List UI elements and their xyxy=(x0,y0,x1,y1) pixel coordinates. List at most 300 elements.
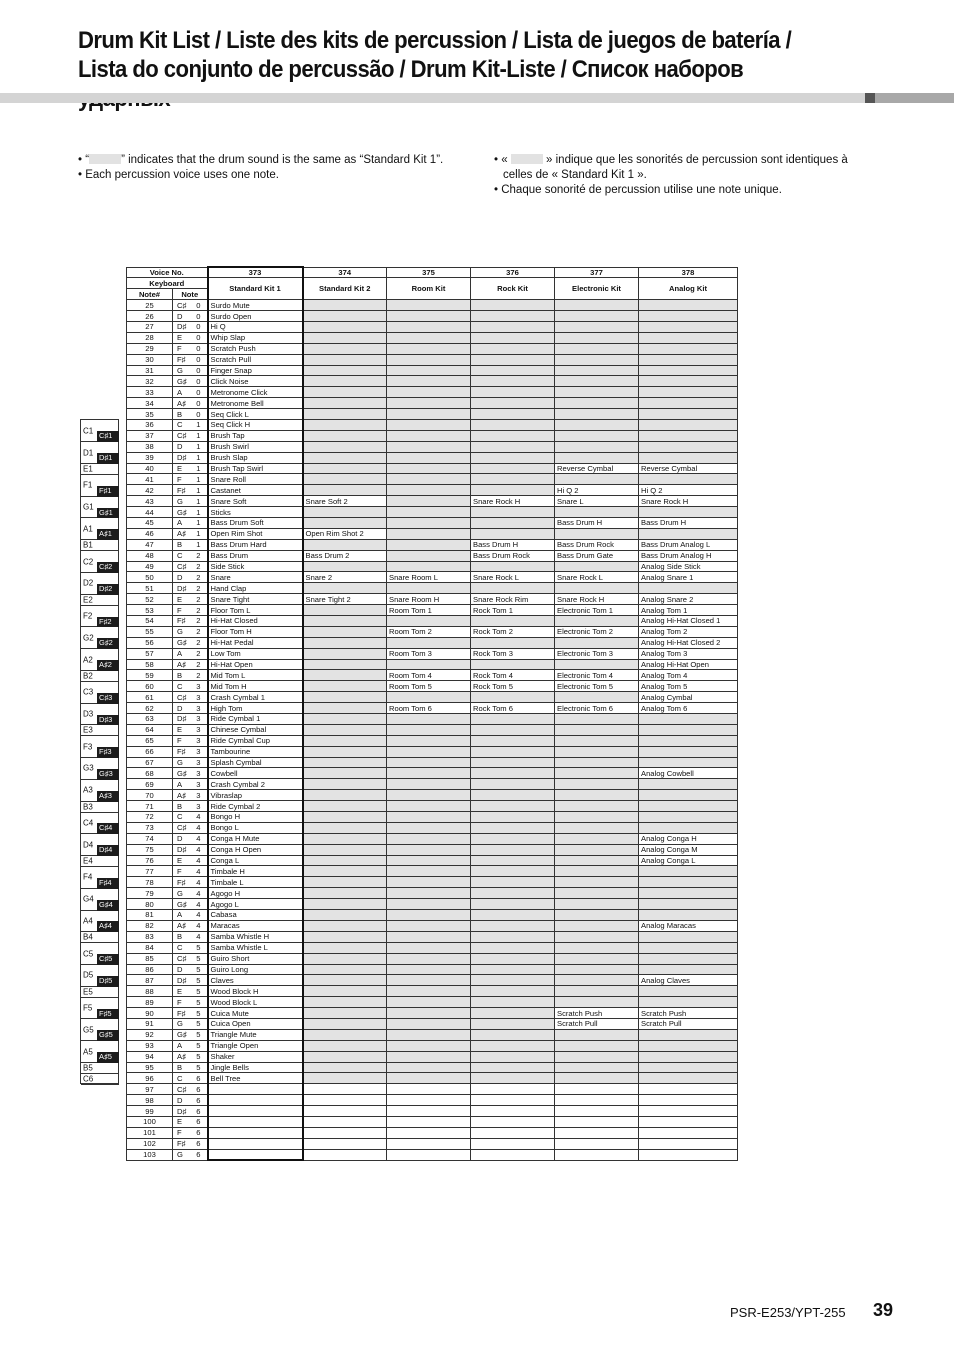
white-key-label: D2 xyxy=(83,578,94,588)
note-octave: 6 xyxy=(191,1116,208,1127)
white-key-label: E2 xyxy=(83,595,93,605)
note-number: 99 xyxy=(127,1106,173,1117)
kit-voice xyxy=(387,790,471,801)
note-number: 61 xyxy=(127,692,173,703)
page-title: Drum Kit List / Liste des kits de percussion / Lista de juegos de batería / Lista do conjunto de percussão / Drum Kit-Liste / Список наборов xyxy=(78,27,792,83)
white-key-label: G5 xyxy=(83,1025,94,1035)
standard-kit-1-voice: Conga H Mute xyxy=(208,833,303,844)
kit-voice xyxy=(387,1138,471,1149)
kit-voice xyxy=(387,463,471,474)
black-key: A♯5 xyxy=(97,1052,119,1063)
note-octave: 5 xyxy=(191,1008,208,1019)
black-key: A♯2 xyxy=(97,660,119,671)
black-key: F♯5 xyxy=(97,1009,119,1020)
standard-kit-1-voice: Splash Cymbal xyxy=(208,757,303,768)
kit-voice: Analog Hi-Hat Closed 2 xyxy=(639,637,738,648)
kit-voice xyxy=(387,975,471,986)
kit-voice: Reverse Cymbal xyxy=(639,463,738,474)
kit-voice xyxy=(555,474,639,485)
note-octave: 6 xyxy=(191,1138,208,1149)
kit-voice xyxy=(387,528,471,539)
kit-voice xyxy=(303,365,387,376)
note-number: 102 xyxy=(127,1138,173,1149)
standard-kit-1-voice: Hi-Hat Open xyxy=(208,659,303,670)
note-number: 86 xyxy=(127,964,173,975)
table-row xyxy=(127,463,738,474)
kit-voice xyxy=(471,485,555,496)
note-name: D♯ xyxy=(173,583,191,594)
black-key: C♯2 xyxy=(97,562,119,573)
kit-voice xyxy=(303,931,387,942)
kit-voice xyxy=(303,300,387,311)
note-number: 27 xyxy=(127,321,173,332)
kit-voice xyxy=(555,931,639,942)
kit-voice xyxy=(639,801,738,812)
note-number: 31 xyxy=(127,365,173,376)
kit-voice xyxy=(639,387,738,398)
table-row xyxy=(127,583,738,594)
black-key: A♯4 xyxy=(97,921,119,932)
standard-kit-1-voice: Bongo H xyxy=(208,812,303,823)
note-name: A♯ xyxy=(173,1051,191,1062)
kit-voice xyxy=(471,975,555,986)
note-name: C xyxy=(173,681,191,692)
note-name: F xyxy=(173,866,191,877)
kit-voice xyxy=(387,866,471,877)
kit-voice: Hi Q 2 xyxy=(639,485,738,496)
table-row xyxy=(127,496,738,507)
kit-voice xyxy=(555,735,639,746)
kit-voice xyxy=(639,398,738,409)
kit-voice xyxy=(387,964,471,975)
kit-voice xyxy=(303,670,387,681)
kit-voice: Rock Tom 2 xyxy=(471,626,555,637)
standard-kit-1-voice: Bongo L xyxy=(208,822,303,833)
kit-voice xyxy=(639,953,738,964)
note-octave: 0 xyxy=(191,321,208,332)
kit-voice xyxy=(303,1040,387,1051)
kit-voice xyxy=(387,757,471,768)
note-name: F♯ xyxy=(173,616,191,627)
note-name: E xyxy=(173,332,191,343)
note-number: 56 xyxy=(127,637,173,648)
kit-voice: Electronic Tom 1 xyxy=(555,605,639,616)
kit-voice xyxy=(387,485,471,496)
standard-kit-1-voice: Scratch Pull xyxy=(208,354,303,365)
kit-voice xyxy=(471,387,555,398)
table-row xyxy=(127,528,738,539)
table-row xyxy=(127,398,738,409)
kit-voice: Reverse Cymbal xyxy=(555,463,639,474)
table-row xyxy=(127,507,738,518)
kit-voice xyxy=(303,463,387,474)
table-row xyxy=(127,311,738,322)
note-name: G xyxy=(173,626,191,637)
note-one-note: • Each percussion voice uses one note. xyxy=(78,169,279,181)
note-number: 90 xyxy=(127,1008,173,1019)
kit-voice xyxy=(555,866,639,877)
white-key-label: F1 xyxy=(83,480,93,490)
white-key-label: B1 xyxy=(83,540,93,550)
kit-voice xyxy=(639,311,738,322)
standard-kit-1-voice: Side Stick xyxy=(208,561,303,572)
note-number: 58 xyxy=(127,659,173,670)
note-name: D xyxy=(173,964,191,975)
kit-voice xyxy=(387,1051,471,1062)
table-row xyxy=(127,812,738,823)
kit-voice xyxy=(471,757,555,768)
note-octave: 4 xyxy=(191,888,208,899)
kit-voice xyxy=(555,1029,639,1040)
white-key-label: F5 xyxy=(83,1003,93,1013)
note-number: 57 xyxy=(127,648,173,659)
kit-voice xyxy=(471,376,555,387)
note-number: 74 xyxy=(127,833,173,844)
note-octave: 5 xyxy=(191,986,208,997)
note-octave: 3 xyxy=(191,746,208,757)
note-name: D♯ xyxy=(173,1106,191,1117)
kit-voice xyxy=(639,910,738,921)
note-name: D♯ xyxy=(173,321,191,332)
kit-voice xyxy=(303,757,387,768)
kit-voice xyxy=(639,931,738,942)
note-name: D xyxy=(173,1095,191,1106)
kit-voice xyxy=(303,637,387,648)
kit-voice xyxy=(303,485,387,496)
note-octave: 4 xyxy=(191,920,208,931)
standard-kit-1-voice: Guiro Long xyxy=(208,964,303,975)
kit-voice xyxy=(555,1051,639,1062)
kit-voice xyxy=(471,1040,555,1051)
kit-voice xyxy=(555,1062,639,1073)
note-octave: 5 xyxy=(191,1018,208,1029)
note-name: G xyxy=(173,1149,191,1160)
table-row xyxy=(127,746,738,757)
note-number: 97 xyxy=(127,1084,173,1095)
note-name: A♯ xyxy=(173,790,191,801)
kit-voice xyxy=(471,354,555,365)
standard-kit-1-voice: Open Rim Shot xyxy=(208,528,303,539)
note-number: 91 xyxy=(127,1018,173,1029)
table-row xyxy=(127,692,738,703)
kit-voice xyxy=(555,659,639,670)
note-octave: 2 xyxy=(191,616,208,627)
kit-voice xyxy=(387,844,471,855)
note-name: G♯ xyxy=(173,637,191,648)
note-octave: 2 xyxy=(191,594,208,605)
white-key-label: E3 xyxy=(83,725,93,735)
kit-voice xyxy=(471,1149,555,1160)
note-number: 29 xyxy=(127,343,173,354)
kit-voice: Room Tom 5 xyxy=(387,681,471,692)
kit-voice: Rock Tom 5 xyxy=(471,681,555,692)
note-octave: 3 xyxy=(191,757,208,768)
kit-voice xyxy=(303,583,387,594)
kit-voice xyxy=(639,997,738,1008)
kit-voice xyxy=(555,888,639,899)
note-octave: 1 xyxy=(191,419,208,430)
kit-voice xyxy=(387,997,471,1008)
standard-kit-1-voice: Crash Cymbal 2 xyxy=(208,779,303,790)
note-name: G♯ xyxy=(173,376,191,387)
table-row xyxy=(127,931,738,942)
kit-voice xyxy=(471,812,555,823)
kit-voice xyxy=(555,398,639,409)
white-key-label: E1 xyxy=(83,464,93,474)
kit-voice xyxy=(387,496,471,507)
note-name: B xyxy=(173,539,191,550)
note-octave: 6 xyxy=(191,1149,208,1160)
table-row xyxy=(127,833,738,844)
note-octave: 0 xyxy=(191,354,208,365)
note-number: 88 xyxy=(127,986,173,997)
standard-kit-1-voice: Low Tom xyxy=(208,648,303,659)
note-number: 32 xyxy=(127,376,173,387)
white-key-label: A3 xyxy=(83,785,93,795)
note-octave: 5 xyxy=(191,1029,208,1040)
note-number: 103 xyxy=(127,1149,173,1160)
kit-voice xyxy=(555,637,639,648)
note-number: 66 xyxy=(127,746,173,757)
note-octave: 2 xyxy=(191,637,208,648)
kit-voice xyxy=(639,1106,738,1117)
note-octave: 4 xyxy=(191,899,208,910)
note-number: 47 xyxy=(127,539,173,550)
kit-voice xyxy=(555,376,639,387)
kit-voice xyxy=(387,724,471,735)
note-octave: 0 xyxy=(191,300,208,311)
kit-voice xyxy=(471,659,555,670)
table-row xyxy=(127,1040,738,1051)
kit-voice xyxy=(387,550,471,561)
note-octave: 4 xyxy=(191,855,208,866)
kit-voice xyxy=(471,931,555,942)
kit-voice xyxy=(303,692,387,703)
kit-voice xyxy=(471,997,555,1008)
note-name: D♯ xyxy=(173,844,191,855)
table-row xyxy=(127,474,738,485)
kit-voice xyxy=(387,474,471,485)
kit-voice xyxy=(387,659,471,670)
note-number: 36 xyxy=(127,419,173,430)
table-row xyxy=(127,1062,738,1073)
kit-voice xyxy=(555,419,639,430)
kit-voice xyxy=(387,1116,471,1127)
kit-voice xyxy=(471,1127,555,1138)
note-octave: 2 xyxy=(191,550,208,561)
note-name: A xyxy=(173,779,191,790)
kit-voice xyxy=(639,1062,738,1073)
kit-voice xyxy=(639,899,738,910)
table-row xyxy=(127,1051,738,1062)
page-number: 39 xyxy=(873,1300,894,1320)
same-sound-swatch-fr xyxy=(511,154,543,164)
kit-voice: Analog Hi-Hat Closed 1 xyxy=(639,616,738,627)
kit-voice xyxy=(303,975,387,986)
note-same-sound: • “ ” indicates that the drum sound is the same as “Standard Kit 1”. xyxy=(78,154,444,166)
kit-voice xyxy=(555,1040,639,1051)
white-key-label: G2 xyxy=(83,633,94,643)
kit-voice xyxy=(555,332,639,343)
standard-kit-1-voice xyxy=(208,1116,303,1127)
note-number: 89 xyxy=(127,997,173,1008)
kit-voice xyxy=(639,528,738,539)
kit-voice xyxy=(471,463,555,474)
standard-kit-1-voice: Timbale H xyxy=(208,866,303,877)
note-number: 60 xyxy=(127,681,173,692)
kit-voice xyxy=(639,746,738,757)
kit-voice xyxy=(303,833,387,844)
standard-kit-1-voice: Metronome Click xyxy=(208,387,303,398)
note-octave: 3 xyxy=(191,692,208,703)
table-row xyxy=(127,670,738,681)
note-octave: 1 xyxy=(191,463,208,474)
kit-voice: Bass Drum H xyxy=(471,539,555,550)
voice-number: 376 xyxy=(471,267,555,278)
kit-voice xyxy=(471,833,555,844)
kit-voice xyxy=(639,735,738,746)
standard-kit-1-voice: Triangle Open xyxy=(208,1040,303,1051)
kit-voice xyxy=(303,724,387,735)
white-key-label: F3 xyxy=(83,742,93,752)
kit-voice xyxy=(555,1138,639,1149)
kit-voice: Analog Conga M xyxy=(639,844,738,855)
voice-number: 378 xyxy=(639,267,738,278)
note-name: C♯ xyxy=(173,1084,191,1095)
note-name: B xyxy=(173,670,191,681)
note-number: 25 xyxy=(127,300,173,311)
kit-voice xyxy=(303,942,387,953)
kit-voice xyxy=(387,376,471,387)
kit-voice xyxy=(471,779,555,790)
kit-voice xyxy=(639,1040,738,1051)
standard-kit-1-voice: Conga H Open xyxy=(208,844,303,855)
voice-number: 377 xyxy=(555,267,639,278)
table-row xyxy=(127,376,738,387)
note-octave: 3 xyxy=(191,714,208,725)
note-number: 26 xyxy=(127,311,173,322)
note-name: A♯ xyxy=(173,659,191,670)
standard-kit-1-voice: Snare xyxy=(208,572,303,583)
note-octave: 2 xyxy=(191,583,208,594)
kit-voice xyxy=(555,986,639,997)
note-octave: 4 xyxy=(191,812,208,823)
kit-voice xyxy=(387,888,471,899)
standard-kit-1-voice: Shaker xyxy=(208,1051,303,1062)
kit-voice: Room Tom 4 xyxy=(387,670,471,681)
standard-kit-1-voice: Crash Cymbal 1 xyxy=(208,692,303,703)
kit-voice xyxy=(303,648,387,659)
standard-kit-1-voice: Hi-Hat Closed xyxy=(208,616,303,627)
title-bar-accent xyxy=(865,93,875,103)
note-octave: 1 xyxy=(191,485,208,496)
note-octave: 1 xyxy=(191,539,208,550)
note-octave: 0 xyxy=(191,365,208,376)
note-number: 78 xyxy=(127,877,173,888)
kit-voice xyxy=(303,605,387,616)
kit-voice xyxy=(387,746,471,757)
kit-voice xyxy=(471,365,555,376)
kit-voice: Scratch Push xyxy=(555,1008,639,1019)
kit-voice xyxy=(303,474,387,485)
kit-voice xyxy=(555,311,639,322)
kit-voice: Snare Rock Rim xyxy=(471,594,555,605)
keyboard-diagram xyxy=(80,419,119,1083)
note-octave: 1 xyxy=(191,496,208,507)
kit-voice xyxy=(303,1149,387,1160)
kit-voice xyxy=(387,692,471,703)
kit-voice xyxy=(555,724,639,735)
kit-voice xyxy=(555,822,639,833)
note-number: 85 xyxy=(127,953,173,964)
note-octave: 4 xyxy=(191,822,208,833)
kit-name: Electronic Kit xyxy=(555,278,639,300)
kit-voice xyxy=(387,1127,471,1138)
note-same-sound-fr-cont: celles de « Standard Kit 1 ». xyxy=(503,169,647,181)
note-number: 77 xyxy=(127,866,173,877)
table-row xyxy=(127,616,738,627)
kit-voice xyxy=(303,1138,387,1149)
header-row-voice xyxy=(127,267,738,278)
kit-voice xyxy=(471,1008,555,1019)
kit-voice xyxy=(303,877,387,888)
note-octave: 1 xyxy=(191,452,208,463)
note-name: A xyxy=(173,1040,191,1051)
note-octave: 1 xyxy=(191,507,208,518)
note-number: 67 xyxy=(127,757,173,768)
standard-kit-1-voice: Hi Q xyxy=(208,321,303,332)
standard-kit-1-voice: Samba Whistle L xyxy=(208,942,303,953)
kit-voice xyxy=(303,626,387,637)
note-octave: 6 xyxy=(191,1084,208,1095)
title-underline-bar xyxy=(0,93,865,103)
white-key xyxy=(81,802,119,813)
note-name: G xyxy=(173,757,191,768)
standard-kit-1-voice: Brush Tap xyxy=(208,430,303,441)
kit-voice xyxy=(639,583,738,594)
note-name: E xyxy=(173,594,191,605)
standard-kit-1-voice: Sticks xyxy=(208,507,303,518)
kit-voice: Room Tom 1 xyxy=(387,605,471,616)
table-row xyxy=(127,1149,738,1160)
note-name: F♯ xyxy=(173,746,191,757)
standard-kit-1-voice: Seq Click H xyxy=(208,419,303,430)
note-octave: 5 xyxy=(191,1051,208,1062)
table-row xyxy=(127,822,738,833)
white-key-label: F4 xyxy=(83,872,93,882)
white-key xyxy=(81,725,119,736)
kit-voice xyxy=(303,703,387,714)
standard-kit-1-voice: Triangle Mute xyxy=(208,1029,303,1040)
kit-voice: Analog Tom 5 xyxy=(639,681,738,692)
note-octave: 3 xyxy=(191,768,208,779)
kit-voice xyxy=(387,812,471,823)
kit-voice xyxy=(303,714,387,725)
kit-voice xyxy=(387,332,471,343)
kit-voice xyxy=(471,714,555,725)
kit-voice: Analog Side Stick xyxy=(639,561,738,572)
table-row xyxy=(127,768,738,779)
kit-voice xyxy=(555,877,639,888)
note-name: F♯ xyxy=(173,354,191,365)
table-row xyxy=(127,1095,738,1106)
kit-voice xyxy=(555,757,639,768)
note-name: D xyxy=(173,572,191,583)
kit-voice xyxy=(471,920,555,931)
note-name: E xyxy=(173,855,191,866)
note-octave: 1 xyxy=(191,517,208,528)
table-row xyxy=(127,354,738,365)
